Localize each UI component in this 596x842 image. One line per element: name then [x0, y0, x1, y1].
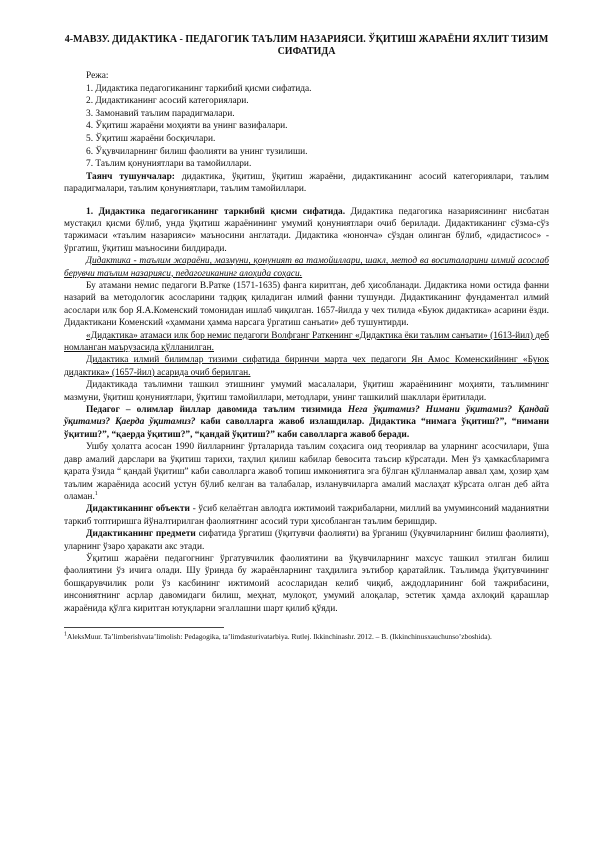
questions-tail: каби саволларга жавоб излашдилар. Дидактика “нимага ўқитиш?”, “нимани ўқитиш?”, “қаерда ўқитиш?”, “қандай ўқитиш?” каби саволларга жавоб беради. [64, 417, 549, 440]
footnote-mark: 1 [64, 631, 67, 638]
paragraph [64, 330, 549, 355]
questions-lead: Педагог – олимлар йиллар давомида таълим тизимида [86, 405, 348, 416]
footnote [64, 632, 549, 641]
questions-paragraph [64, 404, 549, 441]
subject-label: Дидактиканинг предмети [86, 529, 196, 540]
subject-text: сифатида ўргатиш (ўқитувчи фаолияти) ва ўрганиш (ўқувчиларнинг билиш фаолияти), уларнинг ўзаро ҳаракати акс этади. [64, 529, 549, 552]
plan-item: 3. Замонавий таълим парадигмалари. [86, 108, 235, 119]
object-paragraph [64, 503, 549, 528]
object-label: Дидактиканинг объекти [86, 504, 190, 515]
footnote-divider [64, 627, 224, 628]
definition [64, 255, 549, 280]
object-text: - ўсиб келаётган авлодга ижтимоий тажрибаларни, миллий ва умуминсоний маданиятни таркиб топтиришга йўналтирилган фаолиятнинг асосий тури ҳисобланган таълим беришдир. [64, 504, 549, 527]
key-terms-text: дидактика, ўқитиш, ўқитиш жараёни, дидактиканинг асосий категориялари, таълим парадигмалари, таълим қонуниятлари, таълим тамойиллари. [64, 171, 549, 195]
section1-heading: 1. Дидактика педагогиканинг таркибий қисми сифатида. [86, 206, 346, 217]
subject-paragraph [64, 528, 549, 553]
paragraph [64, 441, 549, 503]
paragraph-underlined: «Дидактика» атамаси илк бор немис педагоги Волфганг Раткенинг «Дидактика ёки таълим санъати» (1613-йил) деб номланган маърузасида қўлланилган. [64, 330, 549, 354]
paragraph [64, 354, 549, 379]
section1-intro [64, 206, 549, 256]
key-terms [64, 171, 549, 196]
plan-section [86, 70, 549, 171]
page-title: 4-МАВЗУ. ДИДАКТИКА - ПЕДАГОГИК ТАЪЛИМ НАЗАРИЯСИ. ЎҚИТИШ ЖАРАЁНИ ЯХЛИТ ТИЗИМ СИФАТИДА [64, 34, 549, 57]
section1-p1: Дидактика педагогика назариясининг нисбатан мустақил қисми бўлиб, унда ўқитиш жараёнининг умумий қонуниятлари очиб берилади. Дидактиканинг сўзма-сўз таржимаси «таълим назарияси» маъносини англатади. Дидактика «юнонча» сўздан олинган бўлиб, «дидастисос» - ўргатиш, ўқитиш маъносини билдиради. [64, 206, 549, 254]
paragraph-text: Ушбу ҳолатга асосан 1990 йилларнинг ўрталарида таълим соҳасига оид теориялар ва уларнинг асосчилари, ўша давр амалий дарслари ва ўқитиш тарихи, таҳлил қилиш кабилар бевосита таъсир кўрсатади. Мен ўз ҳамкасбларимга қарата ўзида “ қандай ўқитиш” каби саволларга жавоб топиш имкониятига эга бўлган қўлланмалар аввал ҳам, ҳозир ҳам таълим жараёнида асосий устун бўлиб келган ва талабалар, изланувчиларга амалий маслаҳат кўрсата олган деб айта оламан. [64, 442, 549, 502]
plan-list [86, 83, 549, 171]
paragraph: Бу атамани немис педагоги В.Ратке (1571-1635) фанга киритган, деб ҳисобланади. Дидактика номи остида фанни назарий ва методологик асосларини тадқиқ қиладиган илмий фанни тушунди. Дидактиканинг фундаментал илмий асослари илк бор Я.А.Коменский томонидан ишлаб чиқилган. 1657-йилда у чех тилида «Буюк дидактика» асарини ёзди. Дидактикани Коменский «ҳаммани ҳамма нарсага ўргатиш санъати» деб тушунтирди. [64, 281, 549, 329]
plan-item: 4. Ўқитиш жараёни моҳияти ва унинг вазифалари. [86, 121, 288, 132]
plan-item: 2. Дидактиканинг асосий категориялари. [86, 96, 249, 107]
plan-item: 5. Ўқитиш жараёни босқичлари. [86, 133, 216, 144]
questions-italic: Нега ўқитамиз? Нимани ўқитамиз? Қандай ўқитамиз? Қаерда ўқитамиз? [64, 405, 549, 428]
plan-item: 1. Дидактика педагогиканинг таркибий қисми сифатида. [86, 83, 312, 94]
definition-text: Дидактика - таълим жараёни, мазмуни, қонуният ва тамойиллари, шакл, метод ва воситаларини илмий асослаб берувчи таълим назарияси, педагогиканинг алоҳида соҳаси. [64, 256, 549, 279]
footnote-text: AleksMuur. Ta’limberishvata’limolish: Pedagogika, ta’limdasturivatarbiya. Rutlej. Ikkinchinashr. 2012. – B. (Ikkinchinusxauchunso’zboshida). [67, 631, 492, 641]
paragraph: Дидактикада таълимни ташкил этишнинг умумий масалалари, ўқитиш жараёнининг моҳияти, таълимнинг мазмуни, ўқитиш қонуниятлари, ўқитиш тамойиллари, методлари, унинг ташкилий шакллари ёритилади. [64, 380, 549, 403]
paragraph-underlined: Дидактика илмий билимлар тизими сифатида биринчи марта чех педагоги Ян Амос Коменскийнинг «Буюк дидактика» (1657-йил) асарида очиб берилган. [64, 355, 549, 378]
plan-heading: Режа: [86, 71, 109, 81]
key-terms-label: Таянч тушунчалар: [86, 171, 175, 182]
plan-item: 6. Ўқувчиларнинг билиш фаолияти ва унинг тузилиши. [86, 146, 308, 157]
footnote-ref: 1 [94, 490, 98, 497]
plan-item: 7. Таълим қонуниятлари ва тамойиллари. [86, 159, 252, 170]
paragraph: Ўқитиш жараёни педагогнинг ўргатувчилик фаолиятини ва ўқувчиларнинг махсус ташкил этилган билиш фаолиятини ўз ичига олади. Шу ўринда бу жараёнларнинг таҳдилига эътибор қаратайлик. Таълимда ўқитувчининг бошқарувчилик роли ўз касбининг ижтимоий асосларидан келиб чиқиб, аждодларининг бой тажрибасини, инсониятнинг асрлар давомидаги билиш, меҳнат, мулоқот, умумий алоқалар, эстетик ҳамда ахлоқий қарашлар жараёнида қўлга киритган ютуқларни эгаллашни шарт қилиб қўяди. [64, 553, 549, 614]
